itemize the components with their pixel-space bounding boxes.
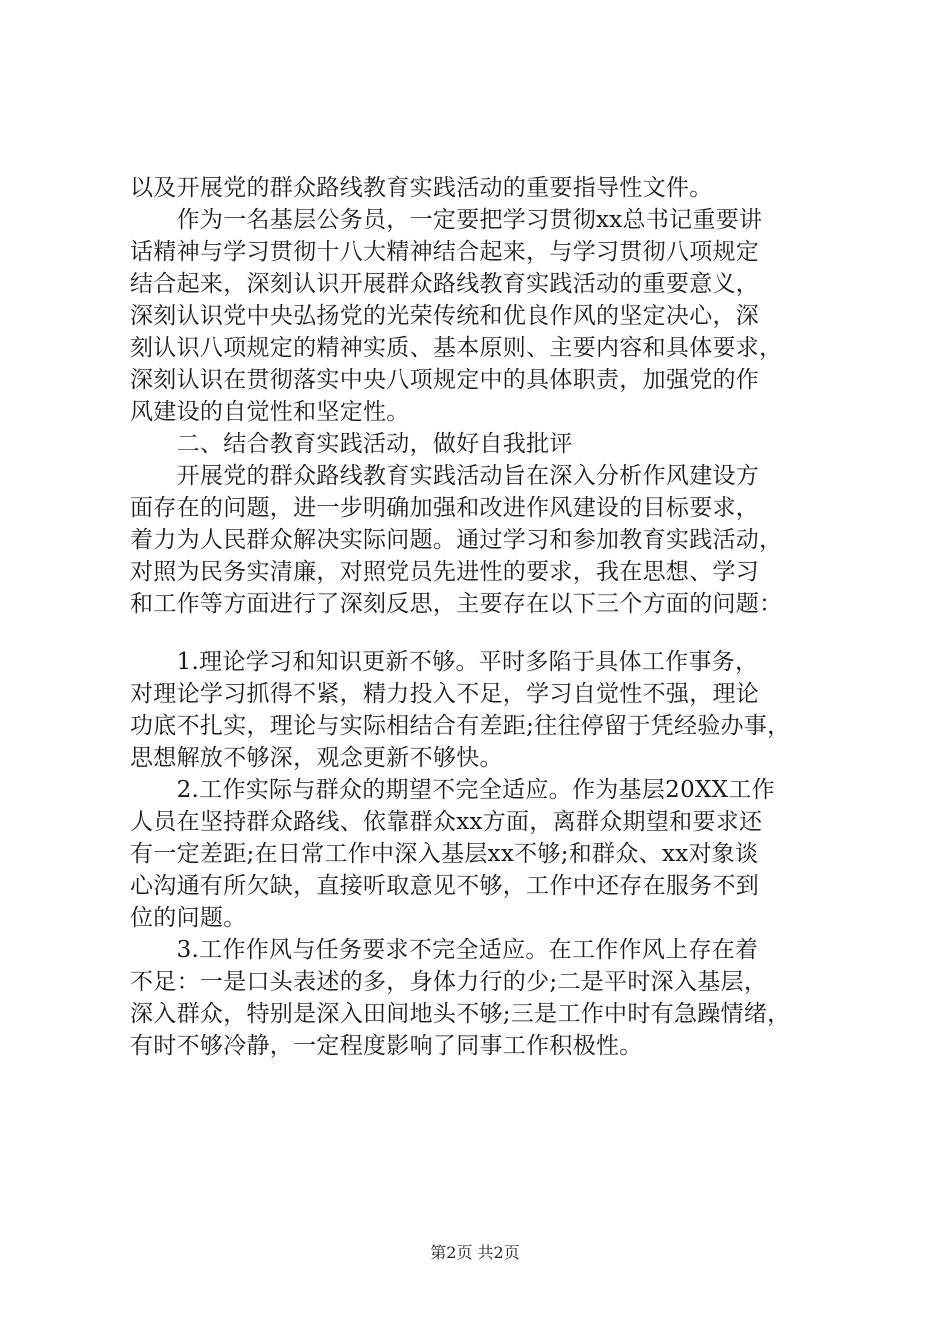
text-line: 3.工作作风与任务要求不完全适应。在工作作风上存在着 xyxy=(130,937,759,963)
text-line: 深刻认识党中央弘扬党的光荣传统和优良作风的坚定决心，深 xyxy=(130,303,760,329)
text-line: 结合起来，深刻认识开展群众路线教育实践活动的重要意义， xyxy=(130,271,760,297)
text-line: 风建设的自觉性和坚定性。 xyxy=(130,399,410,425)
text-line: 面存在的问题，进一步明确加强和改进作风建设的目标要求， xyxy=(130,495,760,521)
text-line: 着力为人民群众解决实际问题。通过学习和参加教育实践活动， xyxy=(130,527,783,553)
text-line: 心沟通有所欠缺，直接听取意见不够，工作中还存在服务不到 xyxy=(130,873,760,899)
text-line: 人员在坚持群众路线、依靠群众xx方面，离群众期望和要求还 xyxy=(130,809,763,835)
text-line: 以及开展党的群众路线教育实践活动的重要指导性文件。 xyxy=(130,175,713,201)
text-line: 对理论学习抓得不紧，精力投入不足，学习自觉性不强，理论 xyxy=(130,681,760,707)
paragraph-gap xyxy=(130,620,850,646)
text-line: 1.理论学习和知识更新不够。平时多陷于具体工作事务， xyxy=(130,649,759,675)
section-heading: 二、结合教育实践活动，做好自我批评 xyxy=(130,431,573,457)
text-line: 和工作等方面进行了深刻反思，主要存在以下三个方面的问题： xyxy=(130,591,783,617)
text-line: 开展党的群众路线教育实践活动旨在深入分析作风建设方 xyxy=(130,463,760,489)
text-line: 位的问题。 xyxy=(130,905,247,931)
text-line: 2.工作实际与群众的期望不完全适应。作为基层20XX工作 xyxy=(130,777,775,803)
text-line: 不足：一是口头表述的多，身体力行的少;二是平时深入基层， xyxy=(130,969,768,995)
text-line: 对照为民务实清廉，对照党员先进性的要求，我在思想、学习 xyxy=(130,559,760,585)
page-number-footer: 第2页 共2页 xyxy=(430,1243,520,1262)
text-line: 深刻认识在贯彻落实中央八项规定中的具体职责，加强党的作 xyxy=(130,367,760,393)
text-line: 刻认识八项规定的精神实质、基本原则、主要内容和具体要求， xyxy=(130,335,783,361)
text-line: 深入群众，特别是深入田间地头不够;三是工作中时有急躁情绪， xyxy=(130,1001,791,1027)
text-line: 有一定差距;在日常工作中深入基层xx不够;和群众、xx对象谈 xyxy=(130,841,759,867)
text-line: 有时不够冷静，一定程度影响了同事工作积极性。 xyxy=(130,1033,643,1059)
text-line: 功底不扎实，理论与实际相结合有差距;往往停留于凭经验办事， xyxy=(130,713,791,739)
document-body xyxy=(130,172,850,1062)
text-line: 思想解放不够深，观念更新不够快。 xyxy=(130,745,503,771)
text-line: 话精神与学习贯彻十八大精神结合起来，与学习贯彻八项规定 xyxy=(130,239,760,265)
text-line: 作为一名基层公务员，一定要把学习贯彻xx总书记重要讲 xyxy=(130,207,763,233)
